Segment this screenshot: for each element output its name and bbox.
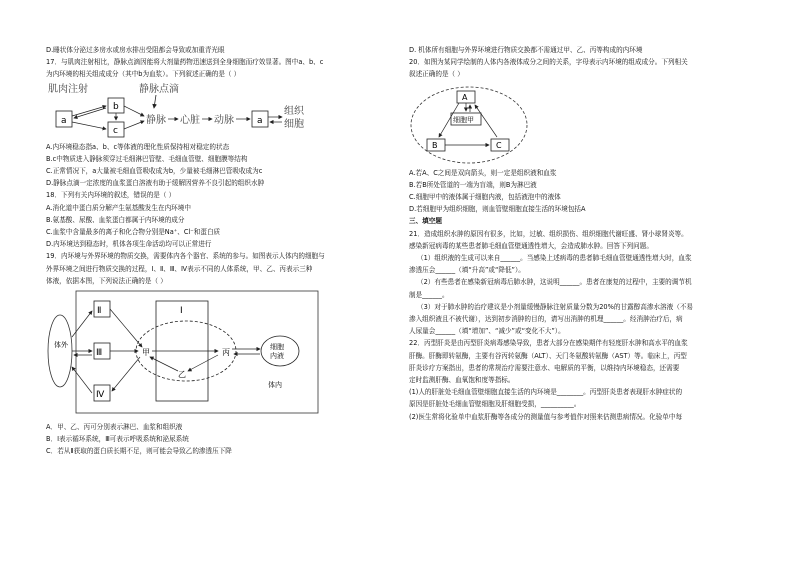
q17-option-c: C.正常情况下，a大量被毛细血管吸收成为b，少量被毛细淋巴管吸收成为c <box>46 167 263 176</box>
node-a: a <box>61 115 67 126</box>
q22-part2-line1: (2)医生常将化验单中血浆肝酶等各成分的测量值与参考值作对照来估测患病情况。化验单中每 <box>409 412 683 421</box>
figure-q19 <box>46 287 394 421</box>
q20-option-c: C.细胞甲中的液体属于细胞内液，包括液泡中的液体 <box>409 193 561 202</box>
system-III: Ⅲ <box>96 348 103 359</box>
node-c: c <box>113 125 118 136</box>
q21-part2-line2: 制是______。 <box>409 290 449 299</box>
q19-stem-line2: 外界环境之间进行物质交换的过程，Ⅰ、Ⅱ、Ⅲ、Ⅳ表示不同的人体系统，甲、乙、丙表示三种 <box>46 264 313 273</box>
system-IV: Ⅳ <box>96 390 105 401</box>
q21-part3-line2: 渗入组织液且不被代谢），达到初步消肿的目的，请写出消肿的机理______。经消肿治疗后，病 <box>409 315 683 324</box>
q20-option-a: A.若A、C之间是双向箭头，则一定是组织液和血浆 <box>409 168 557 177</box>
q19-option-b: B．Ⅰ表示循环系统，Ⅲ可表示呼吸系统和泌尿系统 <box>46 435 189 444</box>
label-heart: 心脏 <box>180 114 200 126</box>
q18-option-d: D.内环境达到稳态时，机体各项生命活动均可以正常进行 <box>46 240 212 249</box>
node-b: b <box>113 101 119 112</box>
q16-option-d: D.睡状体分泌过多房水或房水排出受阻都会导致或加重青光眼 <box>46 46 225 54</box>
q22-part1-line1: (1)人的肝脏处毛细血管壁细胞直接生活的内环境是________。丙型肝炎患者表现肝水肿症状的 <box>409 388 683 397</box>
q19-option-d: D. 机体所有细胞与外界环境进行物质交换都不需通过甲、乙、丙等构成的内环境 <box>409 46 643 54</box>
q18-stem: 18．下列有关内环境的叙述，错误的是（ ） <box>46 191 176 200</box>
label-intramuscular: 肌肉注射 <box>48 83 88 95</box>
q22-stem-line3: 肝炎诊疗方案指出，患者的常规治疗需要注意水、电解质的平衡，以维持内环境稳态，还需要 <box>409 363 680 372</box>
label-intravenous: 静脉点滴 <box>139 83 179 95</box>
fluid-jia: 甲 <box>142 348 150 358</box>
q20-stem-line1: 20．如图为某同学绘制的人体内各液体成分之间的关系，字母表示内环境的组成成分。下列相关 <box>409 58 688 67</box>
label-cell-fluid-1: 细胞 <box>270 343 284 352</box>
section-heading: 三、填空题 <box>409 217 442 226</box>
q21-stem-line1: 21．造成组织水肿的原因有很多，比如，过敏、组织损伤、组织细胞代谢旺盛、肾小球肾炎等。 <box>409 229 688 238</box>
q18-option-b: B.氨基酸、尿酸、血浆蛋白都属于内环境的成分 <box>46 215 185 224</box>
q22-stem-line4: 定时监测肝酶、血氧饱和度等指标。 <box>409 376 515 385</box>
q19-stem-line3: 体液，依据本图，下列说法正确的是（ ） <box>46 276 167 285</box>
q21-part1-line1: （1）组织液的生成可以来自______。当感染上述病毒的患者肺毛细血管壁通透性增大时，血浆 <box>417 254 692 263</box>
q22-stem-line2: 肝酶。肝酶即转氨酶，主要有谷丙转氨酶（ALT）、天门冬氨酸转氨酶（AST）等。临床上，丙型 <box>409 351 687 360</box>
node-B: B <box>432 140 438 150</box>
q19-stem-line1: 19．内环境与外界环境的物质交换，需要体内各个器官、系统的参与。如图表示人体内的细胞与 <box>46 252 325 261</box>
cell-jia: 细胞甲 <box>453 115 474 124</box>
q17-option-b: B.c中物质进入静脉须穿过毛细淋巴管壁、毛细血管壁、细胞膜等结构 <box>46 154 248 163</box>
q21-part3-line1: （3）对于肺水肿的治疗建议是小剂量缓慢静脉注射质量分数为20%的甘露醇高渗水溶液（不易 <box>417 302 694 311</box>
q17-stem-line1: 17．与肌肉注射相比，静脉点滴因能将大剂量药物迅速送到全身细胞而疗效显著。图中a、b、c <box>46 58 324 67</box>
node-A: A <box>462 92 468 102</box>
label-tissue: 组织 <box>284 105 304 117</box>
label-cell-fluid-2: 内液 <box>270 352 284 361</box>
figure-q20 <box>409 81 757 167</box>
fluid-yi: 乙 <box>178 370 186 380</box>
label-artery: 动脉 <box>214 114 234 126</box>
system-I: Ⅰ <box>180 306 183 317</box>
q20-stem-line2: 叙述正确的是（ ） <box>409 70 464 79</box>
fluid-bing: 丙 <box>222 348 230 358</box>
q18-option-c: C.血浆中含量最多的离子和化合物分别是Na⁺、Cl⁻和蛋白质 <box>46 228 221 237</box>
figure-q17 <box>46 81 394 141</box>
node-a2: a <box>257 115 263 126</box>
q22-stem-line1: 22．丙型肝炎是由丙型肝炎病毒感染导致，患者大部分在感染期伴有轻度肝水肿和高水平的血浆 <box>409 339 688 348</box>
q20-option-b: B.若B所处管道的一端为盲端，则B为淋巴液 <box>409 180 537 189</box>
q22-part1-line2: 原因是肝脏处毛细血管壁细胞及肝细胞受损，__________。 <box>409 400 581 409</box>
q17-option-d: D.静脉点滴一定浓度的血浆蛋白溶液有助于缓解因营养不良引起的组织水肿 <box>46 179 265 188</box>
label-inside: 体内 <box>268 381 282 390</box>
node-C: C <box>496 140 502 150</box>
q18-option-a: A.消化道中蛋白质分解产生氨基酸发生在内环境中 <box>46 203 191 212</box>
label-outside: 体外 <box>54 341 68 350</box>
q17-stem-line2: 为内环境的相关组成成分（其中b为血浆）。下列叙述正确的是（ ） <box>46 70 241 79</box>
q21-part1-line2: 渗透压会______（填“升高”或“降低”）。 <box>409 266 525 275</box>
q17-option-a: A.内环境稳态指a、b、c等体液的理化性质保持相对稳定的状态 <box>46 142 230 151</box>
q21-part2-line1: （2）有些患者在感染新冠病毒后肺水肿，这说明______。患者在康复的过程中，主要的调节机 <box>417 278 692 287</box>
q19-option-c: C．若从Ⅱ获取的蛋白质长期不足，则可能会导致乙的渗透压下降 <box>46 447 232 456</box>
right-column <box>409 44 757 423</box>
q19-option-a: A．甲、乙、丙可分别表示淋巴、血浆和组织液 <box>46 423 183 432</box>
label-vein: 静脉 <box>146 114 166 126</box>
q21-stem-line2: 感染新冠病毒的某些患者肺毛细血管壁通透性增大，会造成肺水肿。回答下列问题。 <box>409 241 653 250</box>
system-II: Ⅱ <box>97 306 102 317</box>
q21-part3-line3: 人尿量会______（填“增加”、“减少”或“变化不大”）。 <box>409 327 565 336</box>
q20-option-d: D.若细胞甲为组织细胞，则血管壁细胞直接生活的环境包括A <box>409 205 586 214</box>
left-column <box>46 44 394 458</box>
label-cell: 细胞 <box>284 118 304 130</box>
